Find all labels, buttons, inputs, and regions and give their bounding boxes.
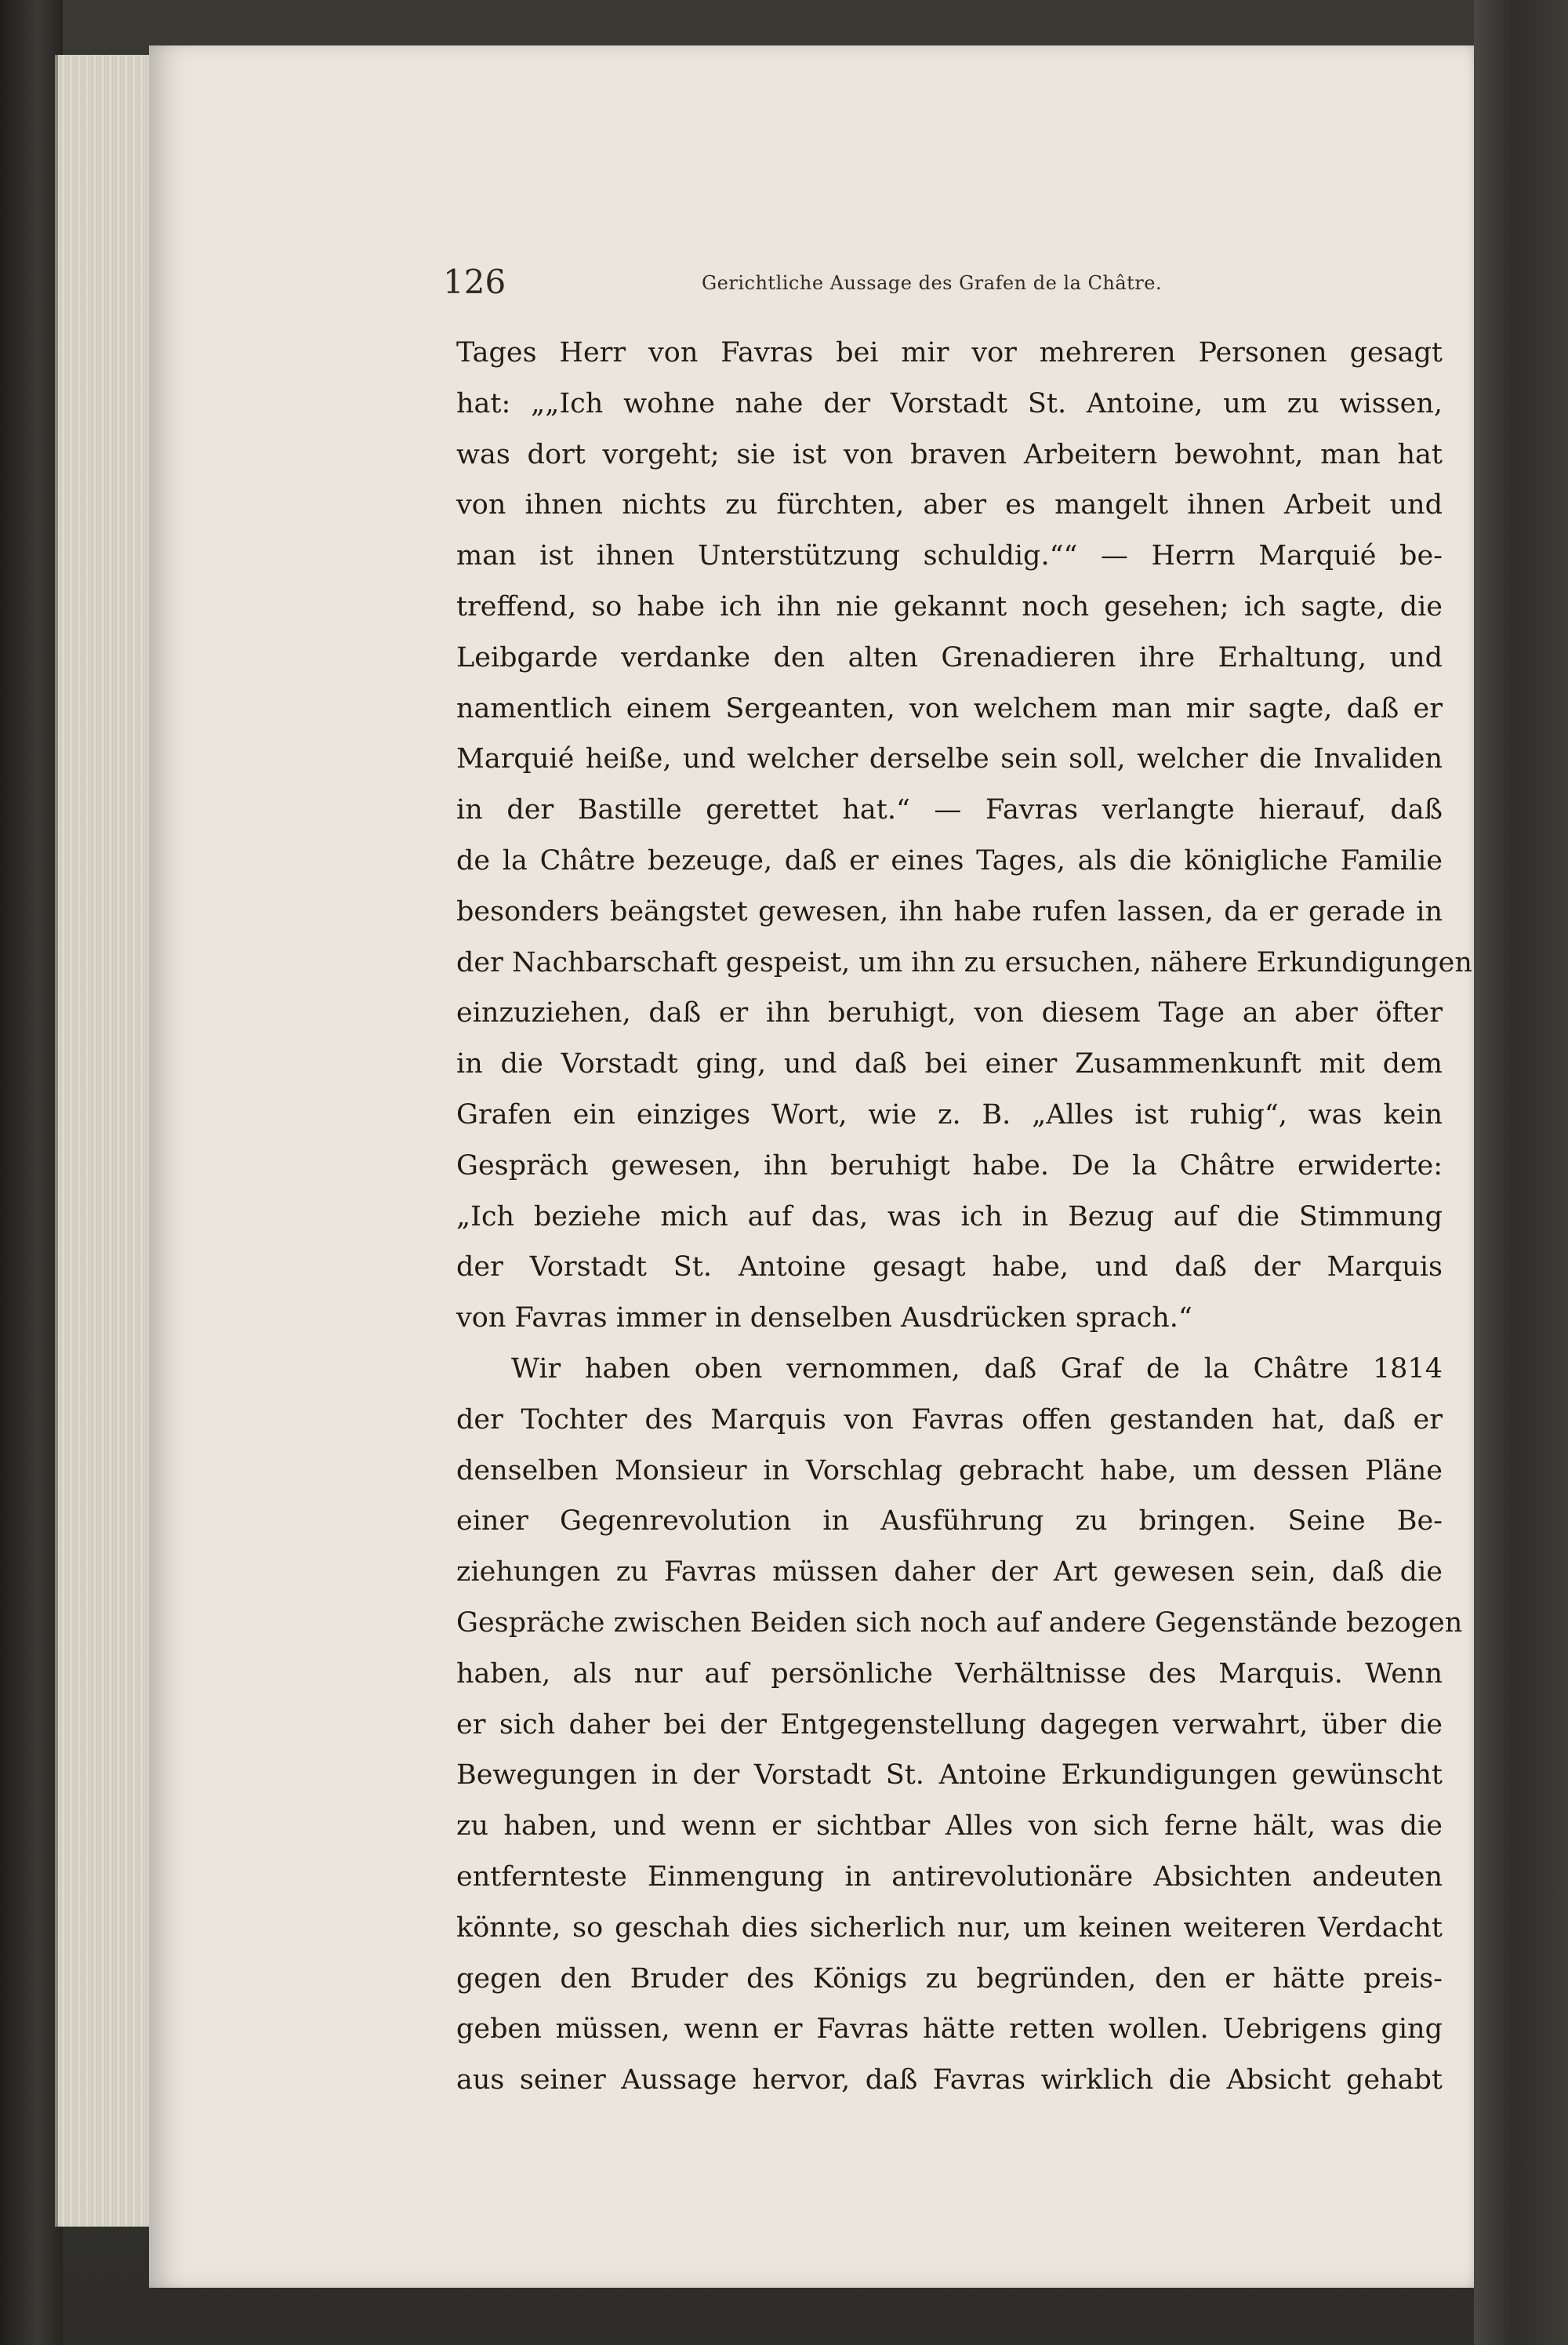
text-line: „Ich beziehe mich auf das, was ich in Bezug auf die Stimmung (456, 1200, 1443, 1232)
text-line: einer Gegenrevolution in Ausführung zu bringen. Seine Be- (456, 1505, 1443, 1537)
text-line: der Vorstadt St. Antoine gesagt habe, und daß der Marquis (456, 1251, 1443, 1283)
text-line: von ihnen nichts zu fürchten, aber es mangelt ihnen Arbeit und (456, 489, 1443, 521)
body-text (456, 328, 1472, 2106)
text-line: hat: „„Ich wohne nahe der Vorstadt St. Antoine, um zu wissen, (456, 387, 1443, 419)
text-line: haben, als nur auf persönliche Verhältnisse des Marquis. Wenn (456, 1657, 1443, 1690)
text-line: zu haben, und wenn er sichtbar Alles von sich ferne hält, was die (456, 1810, 1443, 1842)
text-line: von Favras immer in denselben Ausdrücken sprach.“ (456, 1302, 1192, 1334)
text-line: in der Bastille gerettet hat.“ — Favras verlangte hierauf, daß (456, 794, 1443, 826)
text-line: treffend, so habe ich ihn nie gekannt noch gesehen; ich sagte, die (456, 590, 1443, 623)
text-line: Tages Herr von Favras bei mir vor mehreren Personen gesagt (456, 337, 1443, 368)
text-line: aus seiner Aussage hervor, daß Favras wirklich die Absicht gehabt (456, 2064, 1443, 2096)
text-line: Marquié heiße, und welcher derselbe sein soll, welcher die Invaliden (456, 743, 1443, 775)
text-line: der Nachbarschaft gespeist, um ihn zu ersuchen, nähere Erkundigungen (456, 946, 1472, 978)
running-title: Gerichtliche Aussage des Grafen de la Châtre. (702, 272, 1163, 294)
text-line: in die Vorstadt ging, und daß bei einer Zusammenkunft mit dem (456, 1048, 1443, 1080)
text-line: Gespräch gewesen, ihn beruhigt habe. De la Châtre erwiderte: (456, 1149, 1443, 1182)
text-line: entfernteste Einmengung in antirevolutionäre Absichten andeuten (456, 1860, 1443, 1893)
text-line: er sich daher bei der Entgegenstellung dagegen verwahrt, über die (456, 1708, 1443, 1741)
text-line: de la Châtre bezeuge, daß er eines Tages, als die königliche Familie (456, 844, 1443, 877)
page-number: 126 (443, 263, 506, 301)
paragraph-first-line: Wir haben oben vernommen, daß Graf de la Châtre 1814 (511, 1352, 1443, 1385)
text-line: der Tochter des Marquis von Favras offen gestanden hat, daß er (456, 1403, 1443, 1436)
text-line: einzuziehen, daß er ihn beruhigt, von diesem Tage an aber öfter (456, 997, 1443, 1029)
text-line: könnte, so geschah dies sicherlich nur, um keinen weiteren Verdacht (456, 1911, 1443, 1944)
text-line: Bewegungen in der Vorstadt St. Antoine Erkundigungen gewünscht (456, 1759, 1443, 1791)
text-line: man ist ihnen Unterstützung schuldig.““ — Herrn Marquié be- (456, 540, 1443, 572)
book-cover-edge (0, 0, 63, 2345)
text-line: denselben Monsieur in Vorschlag gebracht habe, um dessen Pläne (456, 1454, 1443, 1486)
text-line: Gespräche zwischen Beiden sich noch auf andere Gegenstände bezogen (456, 1606, 1463, 1639)
right-margin-strip (1474, 0, 1568, 2345)
text-line: besonders beängstet gewesen, ihn habe rufen lassen, da er gerade in (456, 895, 1443, 927)
text-line: geben müssen, wenn er Favras hätte retten wollen. Uebrigens ging (456, 2013, 1443, 2046)
text-line: Leibgarde verdanke den alten Grenadieren ihre Erhaltung, und (456, 641, 1443, 673)
text-line: was dort vorgeht; sie ist von braven Arbeitern bewohnt, man hat (456, 438, 1443, 470)
text-line: Grafen ein einziges Wort, wie z. B. „Alles ist ruhig“, was kein (456, 1098, 1443, 1131)
text-line: gegen den Bruder des Königs zu begründen, den er hätte preis- (456, 1962, 1443, 1995)
text-line: namentlich einem Sergeanten, von welchem man mir sagte, daß er (456, 692, 1443, 724)
page-header (443, 263, 1454, 310)
text-line: ziehungen zu Favras müssen daher der Art gewesen sein, daß die (456, 1556, 1443, 1588)
